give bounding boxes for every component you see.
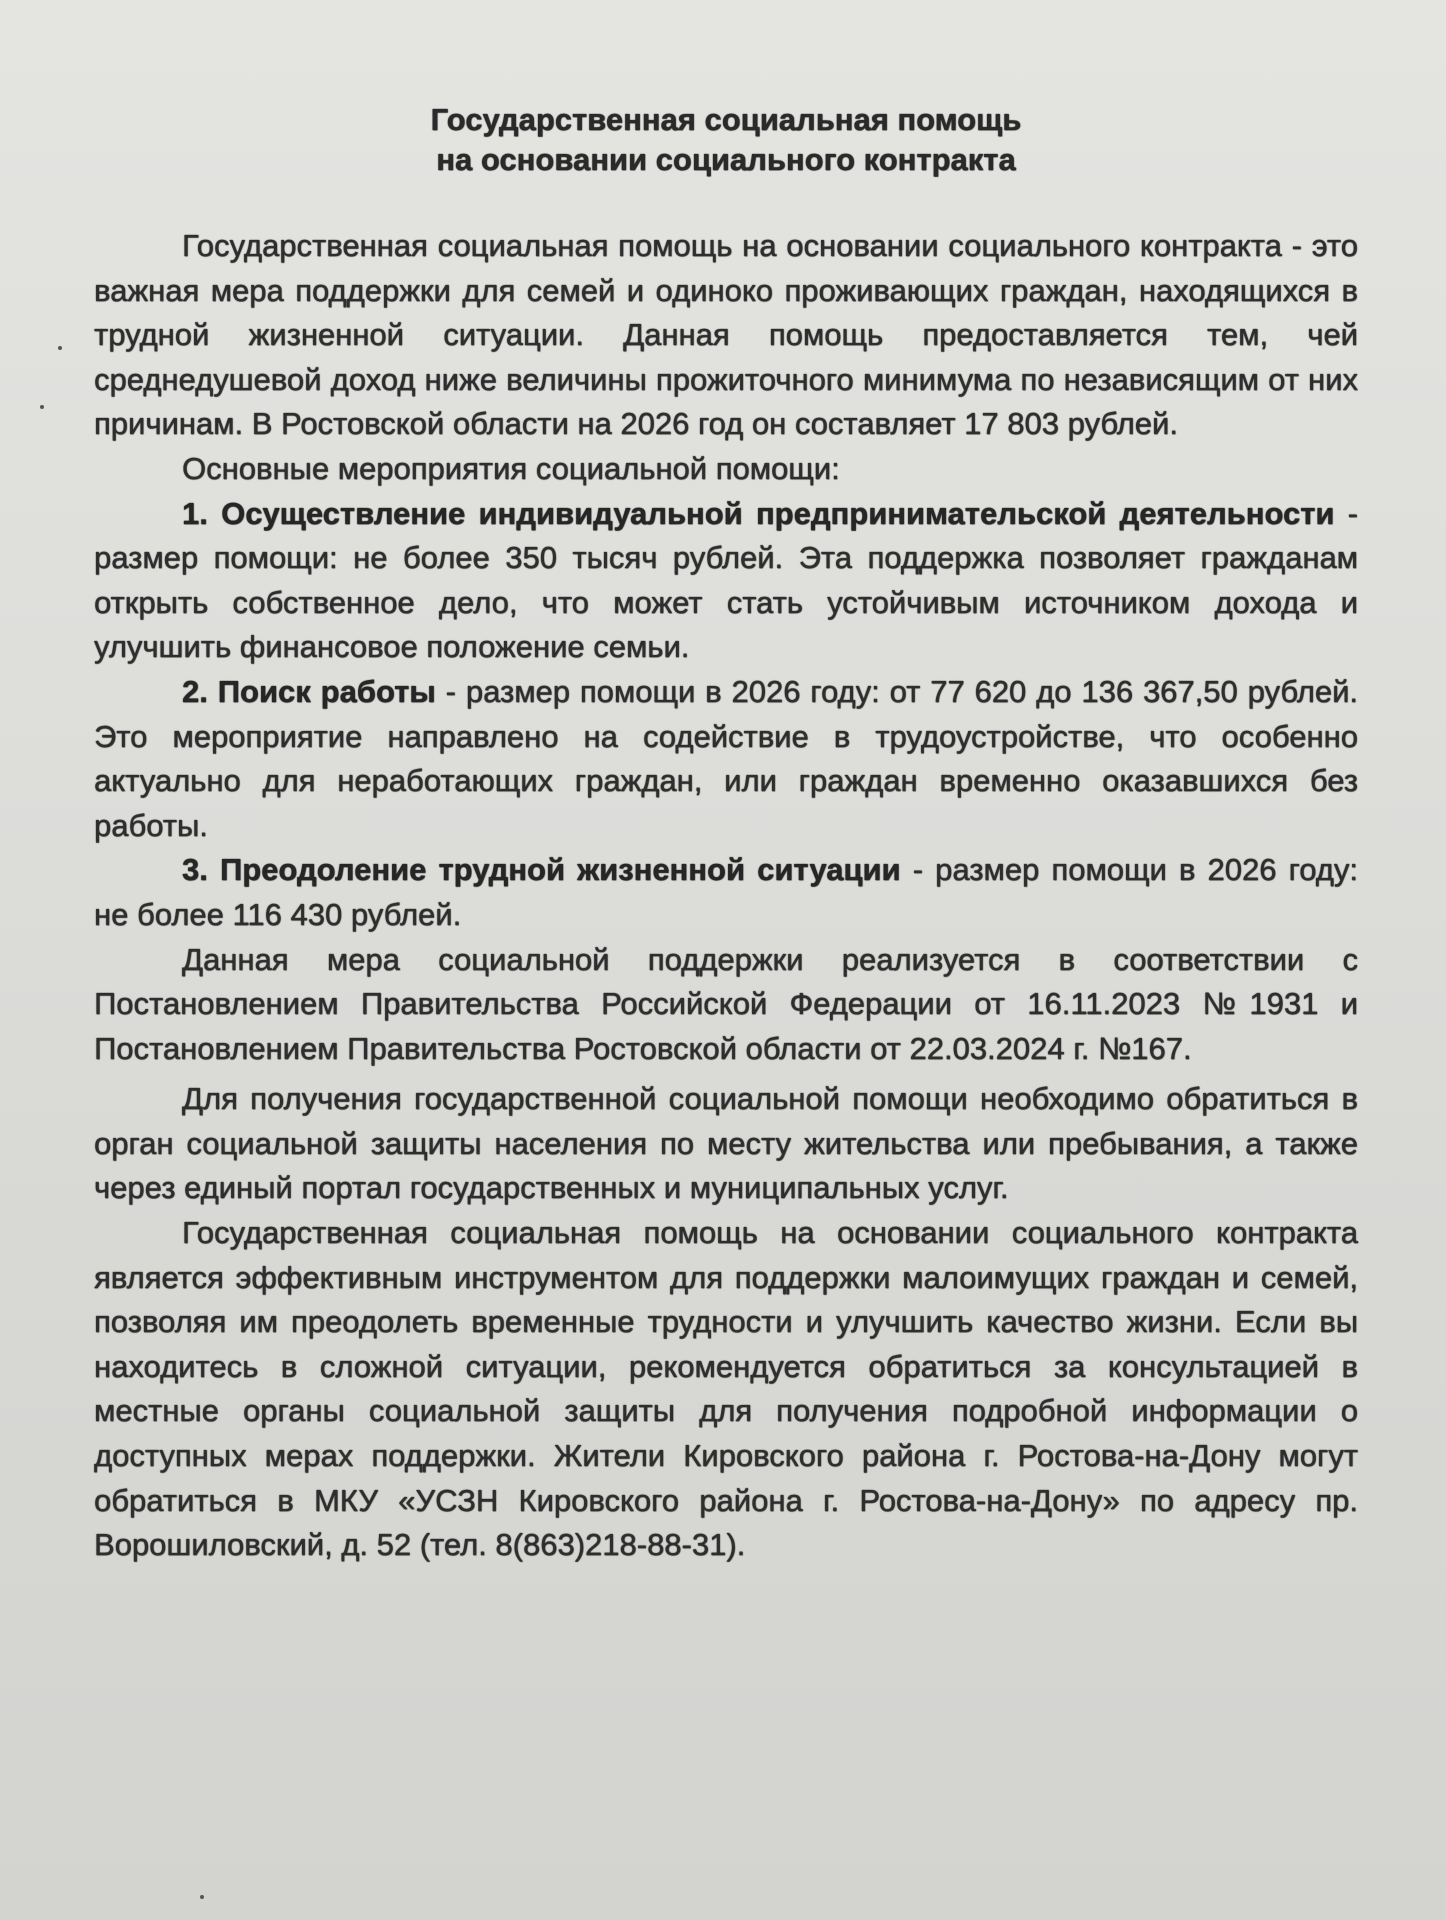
- conclusion-paragraph: Государственная социальная помощь на основании социального контракта является эффективным инструментом для поддержки малоимущих граждан и семей, позволяя им преодолеть временные трудности и улучшить качество жизни. Если вы находитесь в сложной ситуации, рекомендуется обратиться за консультацией в местные органы социальной защиты для получения подробной информации о доступных мерах поддержки. Жители Кировского района г. Ростова-на-Дону могут обратиться в МКУ «УСЗН Кировского района г. Ростова-на-Дону» по адресу пр. Ворошиловский, д. 52 (тел. 8(863)218-88-31).: [94, 1215, 1358, 1563]
- measure-1-text: - размер помощи: не более 350 тысяч рублей. Эта поддержка позволяет гражданам открыть собственное дело, что может стать устойчивым источником дохода и улучшить финансовое положение семьи.: [94, 495, 1359, 665]
- how-to-apply-paragraph: Для получения государственной социальной помощи необходимо обратиться в орган социальной защиты населения по месту жительства или пребывания, а также через единый портал государственных и муниципальных услуг.: [94, 1081, 1358, 1206]
- measure-3-paragraph: [94, 848, 1358, 937]
- measure-2-title: 2. Поиск работы: [182, 673, 436, 709]
- legal-basis-paragraph: Данная мера социальной поддержки реализуется в соответствии с Постановлением Правительства Российской Федерации от 16.11.2023 №1931 и Постановлением Правительства Ростовской области от 22.03.2024 г. №167.: [94, 941, 1358, 1066]
- measure-3-title: 3. Преодоление трудной жизненной ситуации: [182, 852, 901, 888]
- print-speck: [200, 1895, 204, 1899]
- measure-3-text: - размер помощи в 2026 году: не более 116 430 рублей.: [94, 852, 1358, 932]
- print-speck: [58, 346, 62, 350]
- measure-1-paragraph: [94, 492, 1358, 670]
- measures-heading: Основные мероприятия социальной помощи:: [182, 450, 840, 486]
- title-line-1: Государственная социальная помощь: [430, 102, 1022, 137]
- measure-2-paragraph: [94, 670, 1358, 848]
- measure-2-text: - размер помощи в 2026 году: от 77 620 до 136 367,50 рублей. Это мероприятие направлено на содействие в трудоустройстве, что особенно актуально для неработающих граждан, или граждан временно оказавшихся без работы.: [94, 673, 1358, 843]
- document-title: [94, 100, 1358, 180]
- print-speck: [40, 405, 44, 409]
- intro-paragraph: Государственная социальная помощь на основании социального контракта - это важная мера поддержки для семей и одиноко проживающих граждан, находящихся в трудной жизненной ситуации. Данная помощь предоставляется тем, чей среднедушевой доход ниже величины прожиточного минимума по независящим от них причинам. В Ростовской области на 2026 год он составляет 17 803 рублей.: [94, 228, 1358, 442]
- measure-1-title: 1. Осуществление индивидуальной предпринимательской деятельности: [182, 495, 1335, 531]
- title-line-2: на основании социального контракта: [436, 142, 1016, 177]
